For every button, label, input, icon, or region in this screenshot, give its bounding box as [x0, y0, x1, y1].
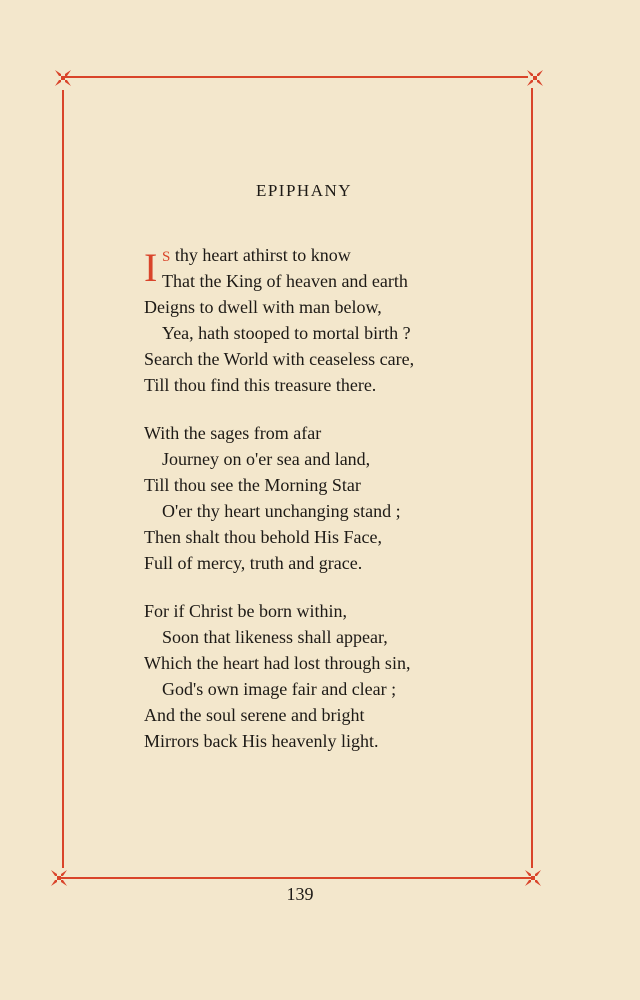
stanza	[144, 598, 524, 754]
poem-line: Mirrors back His heavenly light.	[144, 731, 379, 751]
border-rule-left	[62, 90, 64, 868]
poem-line: Journey on o'er sea and land,	[162, 449, 371, 469]
border-rule-right	[531, 88, 533, 868]
cross-pattee-icon	[524, 67, 546, 89]
poem-line: Which the heart had lost through sin,	[144, 653, 411, 673]
page-number: 139	[286, 884, 314, 904]
cross-pattee-icon	[52, 67, 74, 89]
stanza	[144, 242, 524, 398]
poem-body	[144, 242, 524, 776]
poem-line: Till thou find this treasure there.	[144, 375, 377, 395]
first-line-text: thy heart athirst to know	[170, 245, 351, 265]
poem-line: Search the World with ceaseless care,	[144, 349, 415, 369]
small-caps-letter: S	[162, 249, 171, 265]
poem-line: Soon that likeness shall appear,	[162, 627, 388, 647]
poem-line: That the King of heaven and earth	[162, 271, 408, 291]
poem-line: O'er thy heart unchanging stand ;	[162, 501, 401, 521]
poem-line: For if Christ be born within,	[144, 601, 347, 621]
poem-line: Then shalt thou behold His Face,	[144, 527, 382, 547]
poem-line: And the soul serene and bright	[144, 705, 365, 725]
poem-line: Full of mercy, truth and grace.	[144, 553, 363, 573]
poem-line: Deigns to dwell with man below,	[144, 297, 382, 317]
poem-title: EPIPHANY	[255, 181, 353, 200]
border-rule-top	[63, 76, 528, 78]
drop-cap: I	[144, 245, 158, 290]
border-rule-bottom	[59, 877, 533, 879]
poem-line: God's own image fair and clear ;	[162, 679, 397, 699]
poem-line: Till thou see the Morning Star	[144, 475, 361, 495]
poem-line: Yea, hath stooped to mortal birth ?	[162, 323, 411, 343]
stanza	[144, 420, 524, 576]
poem-line: With the sages from afar	[144, 423, 322, 443]
